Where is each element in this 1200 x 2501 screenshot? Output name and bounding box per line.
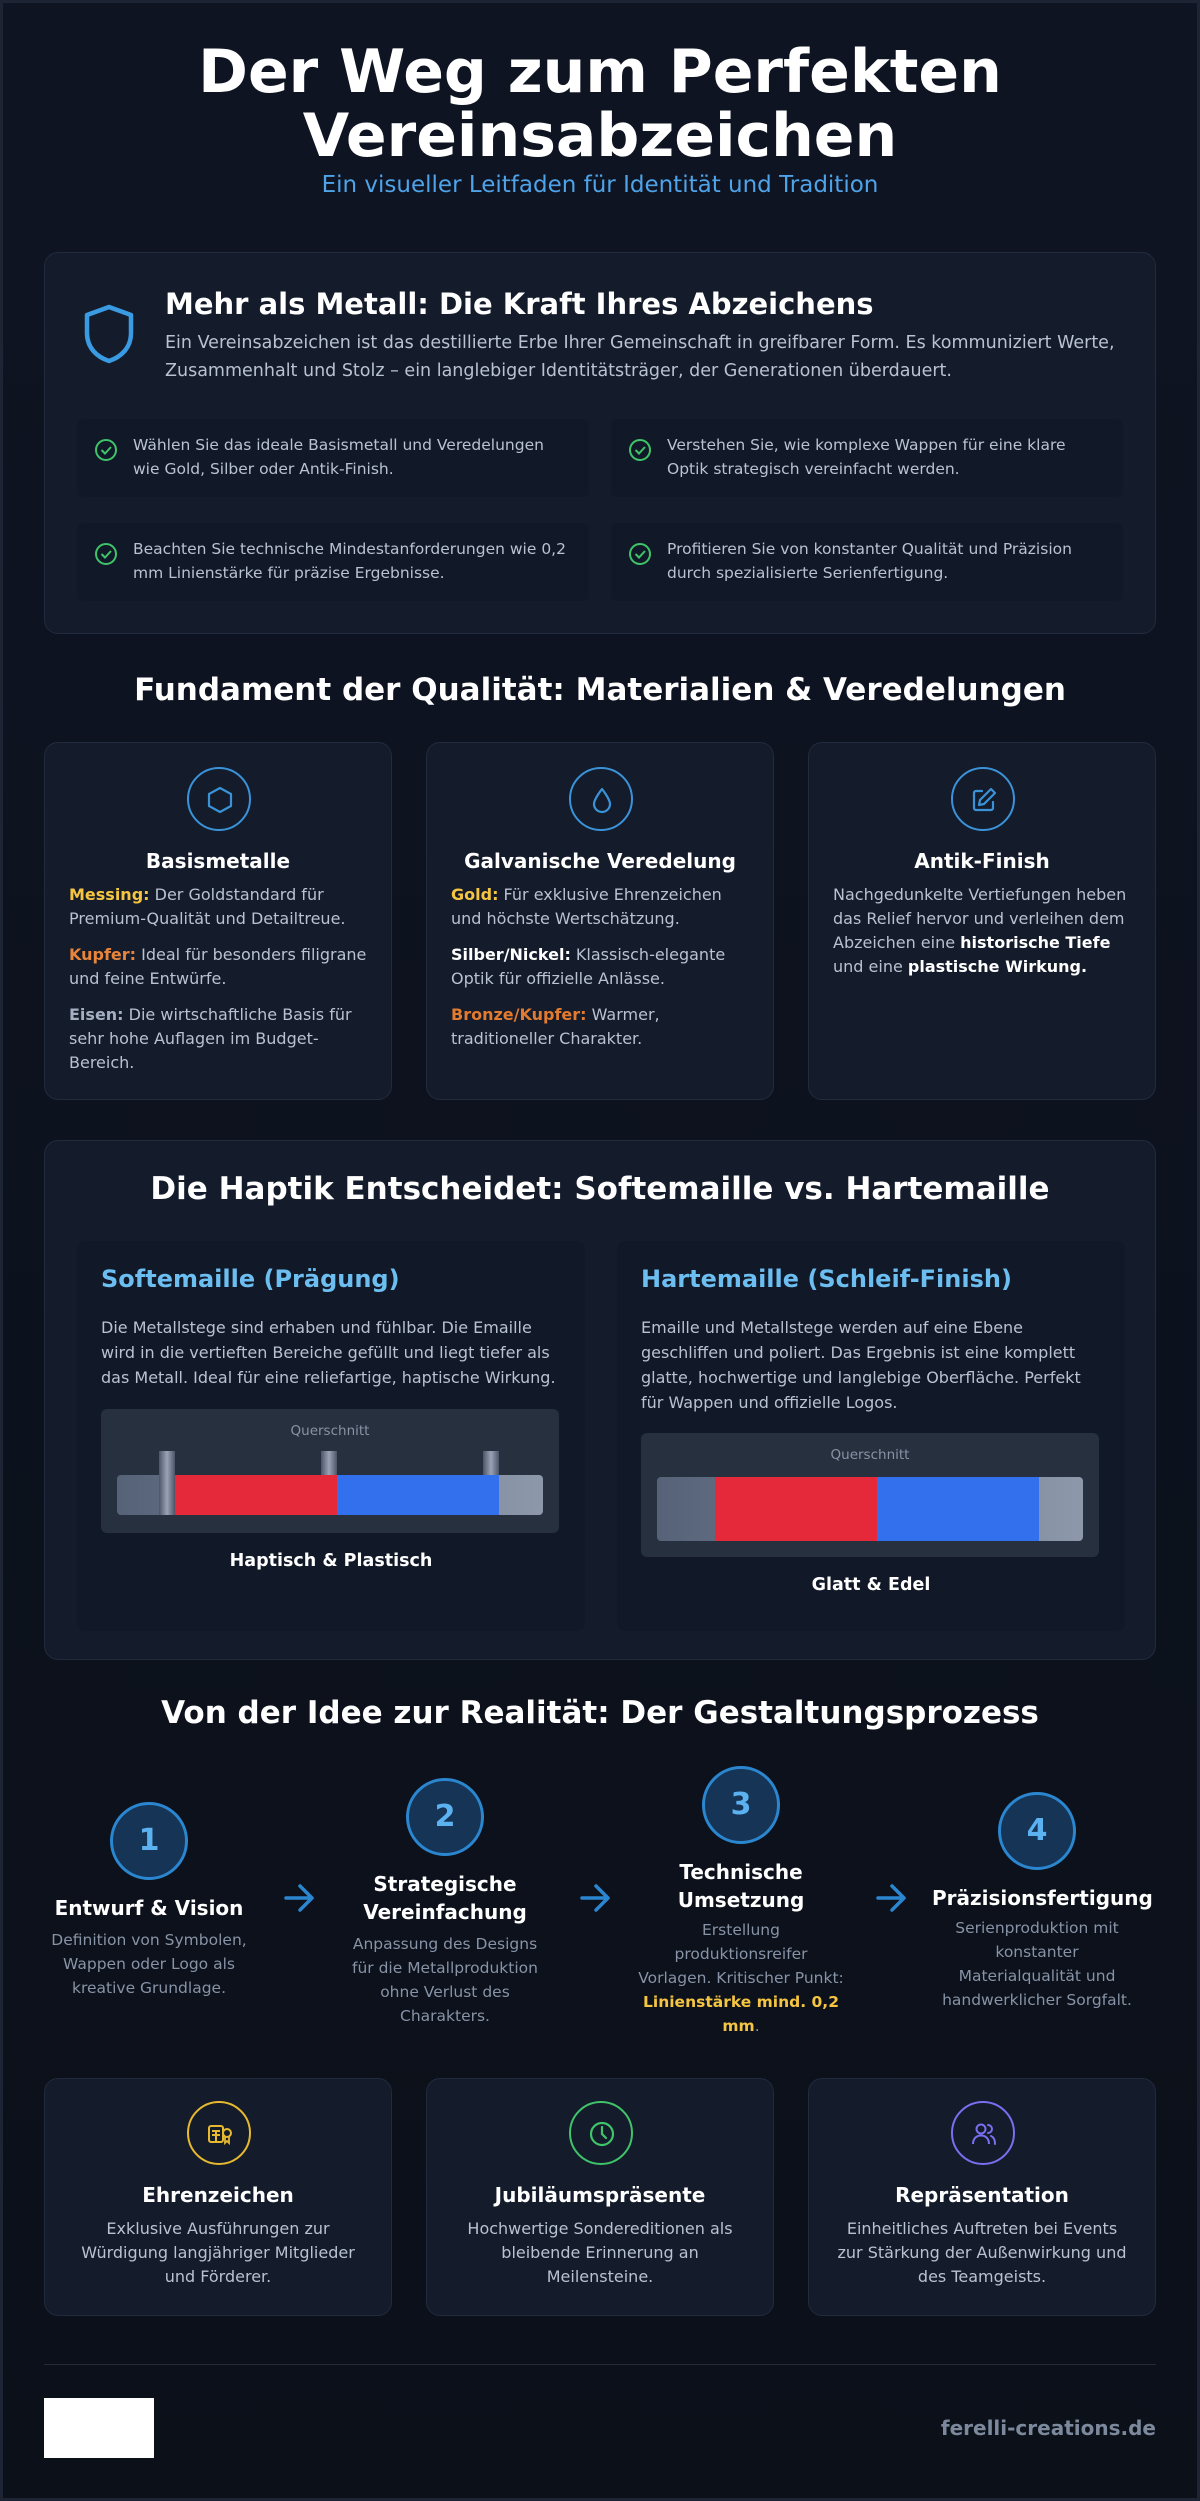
feature-text: Beachten Sie technische Mindestanforderungen wie 0,2 mm Linienstärke für präzise Ergebnisse. <box>133 540 566 582</box>
enamel-heading: Die Haptik Entscheidet: Softemaille vs. Hartemaille <box>150 1171 1050 1207</box>
step-number: 3 <box>702 1766 780 1844</box>
material-card-body <box>833 883 1133 991</box>
step-title: Technische Umsetzung <box>677 1860 805 1912</box>
soft-cross-section-graphic <box>117 1451 543 1517</box>
enamel-comparison-card <box>44 1140 1156 1660</box>
feature-item <box>611 523 1123 601</box>
droplet-icon <box>569 767 633 831</box>
intro-heading: Mehr als Metall: Die Kraft Ihres Abzeichens <box>165 287 874 321</box>
feature-text: Profitieren Sie von konstanter Qualität und Präzision durch spezialisierte Serienfertigung. <box>667 540 1072 582</box>
use-card-text: Einheitliches Auftreten bei Events zur Stärkung der Außenwirkung und des Teamgeists. <box>837 2219 1127 2286</box>
material-card-body <box>451 883 751 1063</box>
blue-enamel-fill <box>337 1475 499 1515</box>
use-card-title: Ehrenzeichen <box>142 2183 294 2207</box>
hard-cross-section <box>641 1433 1099 1557</box>
arrow-right-icon <box>874 1882 910 1914</box>
use-card-text: Hochwertige Sondereditionen als bleibende Erinnerung an Meilensteine. <box>467 2219 733 2286</box>
footer-divider <box>44 2364 1156 2365</box>
soft-cross-section <box>101 1409 559 1533</box>
step-text <box>636 1918 846 2038</box>
red-enamel-fill <box>715 1477 877 1541</box>
hard-enamel-title: Hartemaille (Schleif-Finish) <box>641 1265 1012 1293</box>
intro-text: Ein Vereinsabzeichen ist das destillierte Erbe Ihrer Gemeinschaft in greifbarer Form. Es kommuniziert Werte, Zusammenhalt und Stolz – ein langlebiger Identitätsträger, der Generationen überdauert. <box>165 333 1115 381</box>
bronze-label: Bronze/Kupfer: <box>451 1005 587 1024</box>
step-text: Serienproduktion mit konstanter Materialqualität und handwerklicher Sorgfalt. <box>942 1919 1132 2009</box>
gold-text: Für exklusive Ehrenzeichen und höchste Wertschätzung. <box>451 885 722 928</box>
check-circle-icon <box>93 541 119 567</box>
metal-ridge <box>483 1451 499 1475</box>
website-link[interactable]: ferelli-creations.de <box>940 2416 1156 2440</box>
step-number: 2 <box>406 1778 484 1856</box>
step-highlight: Linienstärke mind. 0,2 mm <box>643 1993 839 2035</box>
gold-label: Gold: <box>451 885 499 904</box>
hexagon-icon <box>187 767 251 831</box>
process-heading: Von der Idee zur Realität: Der Gestaltungsprozess <box>161 1695 1039 1731</box>
use-card-anniversary <box>426 2078 774 2316</box>
hard-enamel-footer: Glatt & Edel <box>811 1575 931 1595</box>
antique-text-b: und eine <box>833 957 908 976</box>
soft-enamel-footer: Haptisch & Plastisch <box>229 1551 433 1571</box>
copper-text: Ideal für besonders filigrane und feine Entwürfe. <box>69 945 367 988</box>
feature-item <box>77 419 589 497</box>
material-card-title: Basismetalle <box>145 849 291 873</box>
iron-text: Die wirtschaftliche Basis für sehr hohe Auflagen im Budget-Bereich. <box>69 1005 352 1072</box>
material-card-title: Antik-Finish <box>914 849 1050 873</box>
feature-item <box>611 419 1123 497</box>
use-card-title: Repräsentation <box>895 2183 1069 2207</box>
step-number: 1 <box>110 1802 188 1880</box>
check-circle-icon <box>93 437 119 463</box>
step-text: Anpassung des Designs für die Metallproduktion ohne Verlust des Charakters. <box>352 1935 538 2025</box>
use-card-representation <box>808 2078 1156 2316</box>
arrow-right-icon <box>282 1882 318 1914</box>
silver-label: Silber/Nickel: <box>451 945 571 964</box>
logo[interactable] <box>44 2398 154 2458</box>
antique-text-a: Nachgedunkelte Vertiefungen heben das Relief hervor und verleihen dem Abzeichen eine <box>833 885 1127 952</box>
page-title <box>44 37 1156 171</box>
copper-label: Kupfer: <box>69 945 137 964</box>
soft-enamel-text: Die Metallstege sind erhaben und fühlbar. Die Emaille wird in die vertieften Bereiche gefüllt und liegt tiefer als das Metall. Ideal für eine reliefartige, haptische Wirkung. <box>101 1318 556 1387</box>
cross-section-caption: Querschnitt <box>830 1447 910 1463</box>
bronze-text: Warmer, traditioneller Charakter. <box>451 1005 660 1048</box>
metal-ridge <box>321 1451 337 1475</box>
edit-pen-icon <box>951 767 1015 831</box>
materials-heading: Fundament der Qualität: Materialien & Veredelungen <box>134 672 1066 708</box>
step-number: 4 <box>998 1792 1076 1870</box>
material-card-title: Galvanische Veredelung <box>464 849 736 873</box>
material-card-base-metals <box>44 742 392 1100</box>
step-text: Definition von Symbolen, Wappen oder Logo als kreative Grundlage. <box>51 1931 247 1997</box>
feature-item <box>77 523 589 601</box>
silver-text: Klassisch-elegante Optik für offizielle Anlässe. <box>451 945 726 988</box>
title-line-2: Vereinsabzeichen <box>302 101 898 171</box>
title-line-1: Der Weg zum Perfekten <box>198 37 1002 107</box>
step-title: Strategische Vereinfachung <box>363 1872 527 1924</box>
shield-icon <box>81 303 137 365</box>
use-card-honor <box>44 2078 392 2316</box>
blue-enamel-fill <box>877 1477 1039 1541</box>
brass-text: Der Goldstandard für Premium-Qualität und Detailtreue. <box>69 885 346 928</box>
feature-text: Verstehen Sie, wie komplexe Wappen für eine klare Optik strategisch vereinfacht werden. <box>667 436 1066 478</box>
award-icon <box>187 2101 251 2165</box>
clock-icon <box>569 2101 633 2165</box>
antique-bold-b: plastische Wirkung. <box>907 957 1088 976</box>
material-card-antique <box>808 742 1156 1100</box>
hard-enamel-text: Emaille und Metallstege werden auf eine Ebene geschliffen und poliert. Das Ergebnis ist eine komplett glatte, hochwertige und langlebige Oberfläche. Perfekt für Wappen und offizielle Logos. <box>641 1318 1081 1412</box>
check-circle-icon <box>627 541 653 567</box>
use-card-title: Jubiläumspräsente <box>494 2183 706 2207</box>
material-card-body <box>69 883 369 1087</box>
intro-card <box>44 252 1156 634</box>
step-text-tail: . <box>754 2017 760 2035</box>
soft-enamel-card <box>77 1241 585 1631</box>
use-card-text: Exklusive Ausführungen zur Würdigung langjähriger Mitglieder und Förderer. <box>81 2219 355 2286</box>
soft-enamel-title: Softemaille (Prägung) <box>101 1265 400 1293</box>
brass-label: Messing: <box>69 885 150 904</box>
iron-label: Eisen: <box>69 1005 124 1024</box>
material-card-plating <box>426 742 774 1100</box>
page-subtitle: Ein visueller Leitfaden für Identität und Tradition <box>321 172 879 198</box>
feature-text: Wählen Sie das ideale Basismetall und Veredelungen wie Gold, Silber oder Antik-Finish. <box>133 436 544 478</box>
check-circle-icon <box>627 437 653 463</box>
step-text-main: Erstellung produktionsreifer Vorlagen. Kritischer Punkt: <box>638 1921 844 1987</box>
hard-enamel-card <box>617 1241 1125 1631</box>
cross-section-caption: Querschnitt <box>290 1423 370 1439</box>
antique-bold-a: historische Tiefe <box>960 933 1111 952</box>
step-title: Präzisionsfertigung <box>932 1886 1153 1910</box>
arrow-right-icon <box>578 1882 614 1914</box>
red-enamel-fill <box>175 1475 337 1515</box>
step-title: Entwurf & Vision <box>54 1896 244 1920</box>
users-icon <box>951 2101 1015 2165</box>
hard-cross-section-graphic <box>657 1477 1083 1543</box>
metal-ridge <box>159 1451 175 1515</box>
